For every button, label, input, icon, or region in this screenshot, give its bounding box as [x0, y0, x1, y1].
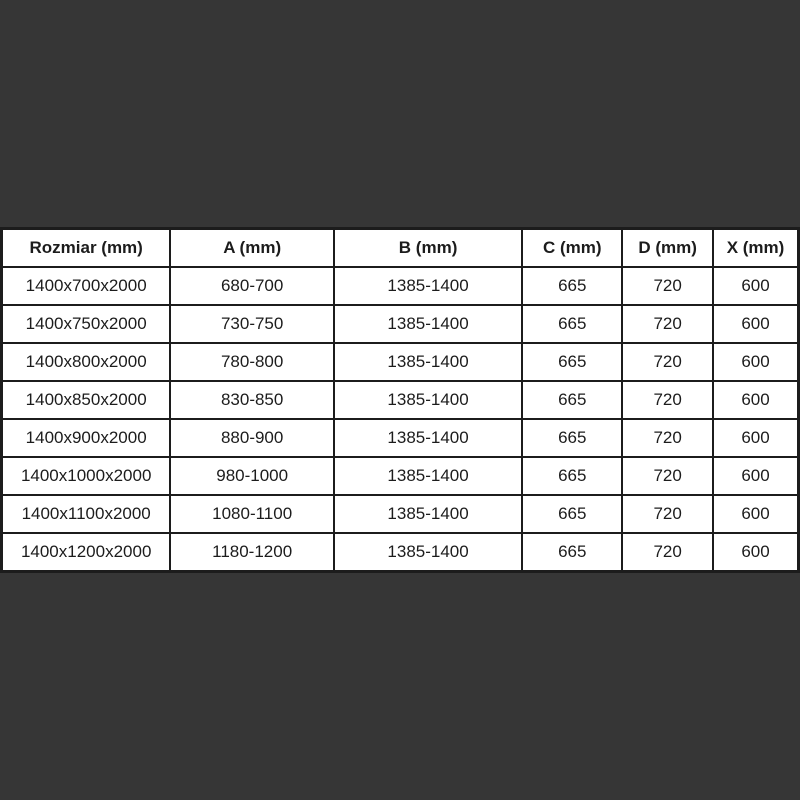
table-cell: 600 [713, 267, 799, 305]
table-cell: 1385-1400 [334, 457, 522, 495]
table-cell: 600 [713, 457, 799, 495]
table-cell: 600 [713, 305, 799, 343]
table-cell: 720 [622, 305, 713, 343]
table-cell: 720 [622, 419, 713, 457]
table-cell: 1400x1200x2000 [2, 533, 171, 572]
table-cell: 720 [622, 533, 713, 572]
table-cell: 1400x1100x2000 [2, 495, 171, 533]
table-cell: 720 [622, 457, 713, 495]
table-cell: 1080-1100 [170, 495, 334, 533]
table-cell: 665 [522, 267, 622, 305]
table-panel [0, 228, 800, 572]
table-cell: 720 [622, 381, 713, 419]
column-header-3: C (mm) [522, 229, 622, 268]
table-cell: 1400x850x2000 [2, 381, 171, 419]
table-cell: 980-1000 [170, 457, 334, 495]
table-cell: 665 [522, 305, 622, 343]
table-cell: 665 [522, 419, 622, 457]
table-cell: 1385-1400 [334, 305, 522, 343]
table-cell: 665 [522, 457, 622, 495]
table-cell: 830-850 [170, 381, 334, 419]
column-header-5: X (mm) [713, 229, 799, 268]
table-cell: 665 [522, 381, 622, 419]
table-cell: 1385-1400 [334, 381, 522, 419]
table-cell: 665 [522, 343, 622, 381]
table-row [2, 533, 799, 572]
table-cell: 1385-1400 [334, 267, 522, 305]
column-header-2: B (mm) [334, 229, 522, 268]
table-row [2, 381, 799, 419]
table-cell: 665 [522, 495, 622, 533]
table-row [2, 267, 799, 305]
table-cell: 600 [713, 495, 799, 533]
table-cell: 720 [622, 267, 713, 305]
table-cell: 880-900 [170, 419, 334, 457]
table-cell: 1385-1400 [334, 419, 522, 457]
table-row [2, 495, 799, 533]
table-cell: 1385-1400 [334, 495, 522, 533]
table-cell: 1385-1400 [334, 533, 522, 572]
table-cell: 720 [622, 495, 713, 533]
table-cell: 1180-1200 [170, 533, 334, 572]
table-cell: 720 [622, 343, 713, 381]
table-cell: 680-700 [170, 267, 334, 305]
table-row [2, 419, 799, 457]
table-cell: 730-750 [170, 305, 334, 343]
table-cell: 1385-1400 [334, 343, 522, 381]
table-cell: 780-800 [170, 343, 334, 381]
table-cell: 1400x1000x2000 [2, 457, 171, 495]
table-row [2, 457, 799, 495]
table-cell: 1400x700x2000 [2, 267, 171, 305]
table-cell: 665 [522, 533, 622, 572]
column-header-0: Rozmiar (mm) [2, 229, 171, 268]
table-body [2, 267, 799, 572]
table-cell: 600 [713, 343, 799, 381]
column-header-1: A (mm) [170, 229, 334, 268]
table-head [2, 229, 799, 268]
table-row [2, 305, 799, 343]
table-row [2, 343, 799, 381]
table-cell: 600 [713, 381, 799, 419]
table-cell: 1400x800x2000 [2, 343, 171, 381]
size-spec-table [0, 227, 800, 573]
table-cell: 600 [713, 419, 799, 457]
column-header-4: D (mm) [622, 229, 713, 268]
table-cell: 600 [713, 533, 799, 572]
header-row [2, 229, 799, 268]
table-cell: 1400x900x2000 [2, 419, 171, 457]
table-cell: 1400x750x2000 [2, 305, 171, 343]
